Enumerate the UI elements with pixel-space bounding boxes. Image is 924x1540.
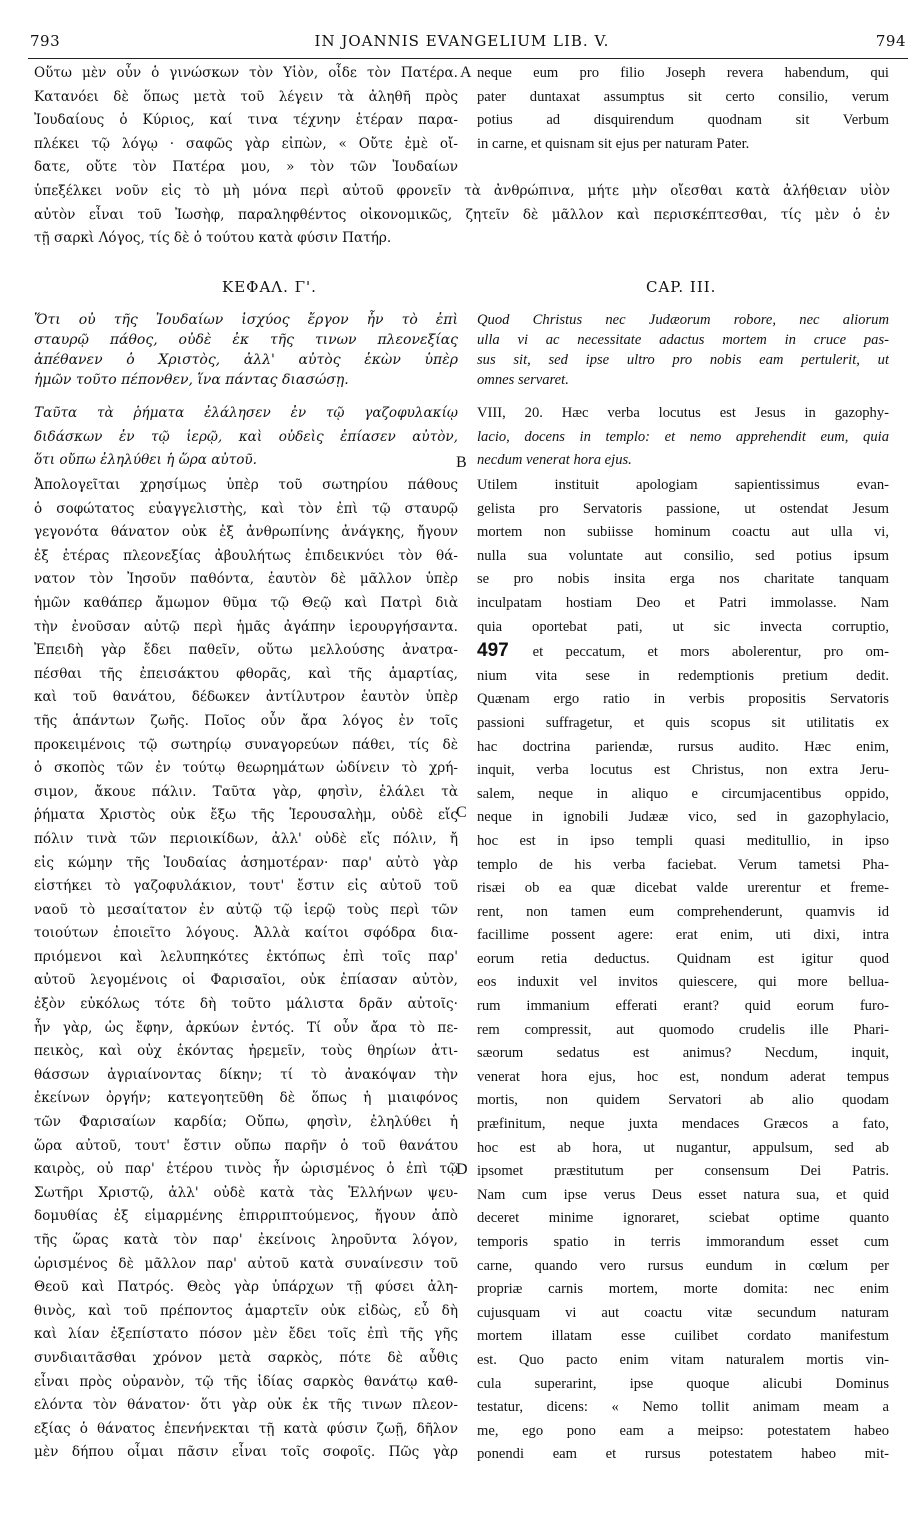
text-line: risæi ob ea quæ dicebat valde urerentur et freme- (477, 880, 889, 897)
latin-verse (477, 402, 889, 473)
text-line: δομυθίας ἐξ εἱμαρμένης ἐπιρριπτούμενος, ἤγουν ἀπὸ (34, 1208, 458, 1225)
top-latin-column (477, 62, 889, 156)
margin-letter-b: B (456, 454, 467, 471)
text-line: facillime possent agere: erat enim, uti dixi, intra (477, 927, 889, 944)
text-line: εἶναι πρὸς οὐρανὸν, τῷ τῆς ἰδίας σαρκὸς θανάτῳ καθ- (34, 1373, 458, 1390)
text-line: quia oportebat pati, ut sic invecta corruptio, (477, 618, 889, 635)
text-line: eorum retia deductus. Quidnam est igitur quod (477, 950, 889, 967)
greek-verse (34, 402, 458, 473)
text-line: est. Quo pacto enim vitam naturalem mortis vin- (477, 1351, 889, 1368)
text-line: Quænam ergo ratio in verbis propositis Servatoris (477, 691, 889, 708)
text-line: ulla vi ac necessitate adactus mortem in cruce pas- (477, 332, 889, 348)
text-line: αὐτοῦ λεγομένοις οἱ Φαρισαῖοι, οὐκ ἐπίασαν αὐτὸν, (34, 972, 458, 989)
text-line: ὁ σκοπὸς τῶν ἐν τούτῳ θεωρημάτων ὠδίνειν τὸ χρή- (34, 760, 458, 777)
text-line: νατον τὸν Ἰησοῦν παθόντα, ἑαυτὸν δὲ μᾶλλον ὑπὲρ (34, 571, 458, 588)
text-line: præfinitum, neque juxta mendaces Græcos a fato, (477, 1116, 889, 1133)
text-line: ὥρα αὐτοῦ, τουτ' ἔστιν οὔπω παρῆν ὁ τοῦ θανάτου (34, 1137, 458, 1154)
text-line: Κατανόει δὲ ὅπως μετὰ τοῦ λέγειν τὰ ἀληθῆ πρὸς (34, 88, 458, 105)
text-line: ἀπέθανεν ὁ Χριστὸς, ἀλλ' αὐτὸς ἑκὼν ὑπὲρ (34, 352, 458, 368)
text-line: γεγονότα θάνατον οὐκ ἐξ ἀνθρωπίνης ἀνάγκης, ἤγουν (34, 524, 458, 541)
text-line: rum immanium efferati erant? quid eorum furo- (477, 998, 889, 1015)
text-line: Ταῦτα τὰ ῥήματα ἐλάλησεν ἐν τῷ γαζοφυλακίῳ (34, 405, 458, 421)
text-line: Nam cum ipse verus Deus esset natura sua, et quid (477, 1186, 889, 1203)
text-line: διδάσκων ἐν τῷ ἱερῷ, καὶ οὐδεὶς ἐπίασεν αὐτὸν, (34, 428, 458, 445)
text-line: hac doctrina pariendæ, rursus audito. Hæc enim, (477, 738, 889, 755)
latin-chapter-heading: CAP. III. (646, 278, 717, 296)
text-line: τῇ σαρκὶ Λόγος, τίς δὲ ὁ τούτου κατὰ φύσιν Πατήρ. (34, 230, 392, 247)
text-line: ὅτι οὔπω ἐληλύθει ἡ ὥρα αὐτοῦ. (34, 452, 257, 469)
text-line: Σωτῆρι Χριστῷ, ἀλλ' οὐδὲ κατὰ τὰς Ἑλλήνων ψευ- (34, 1184, 458, 1201)
text-line: VIII, 20. Hæc verba locutus est Jesus in gazophy- (477, 405, 889, 421)
text-line: potius ad disquirendum quodnam sit Verbum (477, 112, 889, 129)
text-line: δατε, οὔτε τὸν Πατέρα μου, » τὸν τῶν Ἰουδαίων (34, 159, 458, 176)
text-line: Ὅτι οὐ τῆς Ἰουδαίων ἰσχύος ἔργον ἦν τὸ ἐπὶ (34, 312, 458, 328)
text-line: ponendi eam et rursus potestatem habeo mit- (477, 1446, 889, 1463)
top-greek-column (34, 62, 458, 180)
text-line: ἡμῶν τοῦτο πέπονθεν, ἵνα πάντας διασώσῃ. (34, 372, 349, 388)
text-line: ipsomet præstitutum per consensum Dei Patris. (477, 1163, 889, 1180)
text-line: venerat hora ejus, hoc est, nondum aderat tempus (477, 1068, 889, 1085)
greek-body-column (34, 474, 458, 1465)
text-line: cujusquam vi aut coactu vitæ secundum naturam (477, 1304, 889, 1321)
text-line: temporis spatio in terris immorandum esset cum (477, 1234, 889, 1250)
text-line: se pro nobis insita erga nos charitate tanquam (477, 571, 889, 588)
margin-letter-a: A (460, 64, 472, 81)
text-line: προκειμένοις τῷ σωτηρίῳ συναγορεύων πάθει, τίς δὲ (34, 736, 458, 753)
text-line: ῥήματα Χριστὸς οὐκ ἔξω τῆς Ἱερουσαλὴμ, οὐδὲ εἴς (34, 807, 458, 824)
text-line: Ἀπολογεῖται χρησίμως ὑπὲρ τοῦ σωτηρίου πάθους (34, 477, 458, 493)
text-line: καιρὸς, οὐ παρ' ἑτέρου τινὸς ἦν ὡρισμένος ὁ ἐπὶ τῷ (34, 1161, 458, 1178)
latin-body-column (477, 474, 889, 1467)
text-line: testatur, dicens: « Nemo tollit animam meam a (477, 1399, 889, 1416)
text-line: propriæ carnis mortem, morte domita: nec enim (477, 1281, 889, 1298)
text-line: εξίας ὁ θάνατος ἐπενήνεκται τῇ κατὰ φύσιν ζωῇ, δῆλον (34, 1420, 458, 1437)
text-line: mortem illatam esse cuilibet cordato manifestum (477, 1328, 889, 1345)
text-line: rem compressit, aut quomodo crudelis ille Phari- (477, 1021, 889, 1038)
column-number: 497 (477, 640, 533, 662)
text-line: necdum venerat hora ejus. (477, 452, 632, 469)
text-line: templo de his verba faciebat. Verum tametsi Pha- (477, 856, 889, 873)
text-line: Ἰουδαίους ὁ Κύριος, καί τινα τέχνην ἑτέραν παρα- (34, 112, 458, 129)
text-line: passioni suffragetur, et quis scopus sit utilitatis ex (477, 714, 889, 731)
text-line: sus sit, sed ipse ultro pro nobis eam pertulerit, ut (477, 352, 889, 368)
text-line: omnes servaret. (477, 372, 569, 388)
text-line: neque in ignobili Judææ vico, sed in gazophylacio, (477, 809, 889, 826)
text-line: ναοῦ τὸ μεσαίτατον ἐν αὐτῷ τῷ ἱερῷ τοὺς περὶ τῶν (34, 901, 458, 918)
text-line: πέσθαι τῆς ἐπεισάκτου φθορᾶς, καὶ τῆς ἁμαρτίας, (34, 665, 458, 682)
text-line: μὲν δήπου οἶμαι πᾶσιν εἶναι τοῖς σοφοῖς. Πῶς γὰρ (34, 1444, 458, 1461)
text-line: ελόντα τὸν θάνατον· ὅτι γὰρ οὐκ ἐκ τῆς τινων πλεον- (34, 1397, 458, 1414)
text-line: in carne, et quisnam sit ejus per naturam Pater. (477, 135, 750, 152)
text-line: hoc est in ipso templi quasi meditullio, in ipso (477, 832, 889, 849)
greek-chapter-summary (34, 310, 458, 390)
header-rule (28, 58, 908, 59)
text-line: καὶ τοῦ θανάτου, δέδωκεν ἀντίλυτρον ἑαυτὸν ὑπὲρ (34, 689, 458, 706)
text-line: cula superarint, ipse quoque alicubi Dominus (477, 1375, 889, 1392)
text-line: τῶν Φαρισαίων καρδία; Οὔπω, φησὶν, ἐληλύθει ἡ (34, 1114, 458, 1131)
text-line: 497 et peccatum, et mors abolerentur, pro om- (477, 640, 889, 662)
text-line: carne, quando vero rursus eundum in cœlum per (477, 1257, 889, 1274)
text-line: ἐξ ἑτέρας πλεονεξίας ἀβουλήτως ἐπιδεικνύει τὸν θά- (34, 547, 458, 564)
running-title: IN JOANNIS EVANGELIUM LIB. V. (314, 32, 610, 50)
text-line: nulla sua voluntate aut consilio, sed potius ipsum (477, 547, 889, 564)
text-line: πριόμενοι καὶ λελυπηκότες ἐκτόπως ἐπὶ τοῖς παρ' (34, 948, 458, 965)
page-number-left: 793 (30, 32, 61, 50)
text-line: nium vita sese in redemptionis pretium dedit. (477, 667, 889, 684)
text-line: σταυρῷ πάθος, οὐδὲ ἐκ τῆς τινων πλεονεξίας (34, 332, 458, 348)
text-line: pater duntaxat assumptus sit certo consilio, verum (477, 88, 889, 105)
text-line: Ἐπειδὴ γὰρ ἔδει παθεῖν, οὕτω μελλούσης ἀνατρα- (34, 642, 458, 659)
text-line: rent, non tamen eum comprehenderunt, quamvis id (477, 903, 889, 920)
text-line: ἡμῶν καθάπερ ἄμωμον θῦμα τῷ Θεῷ καὶ Πατρὶ διὰ (34, 594, 458, 611)
text-line: ἐξὸν εὐκόλως τότε δὴ τοῦτο μάλιστα δρᾶν αὐτοῖς· (34, 996, 458, 1013)
text-line: ὡρισμένος δὲ μᾶλλον παρ' αὐτοῦ κατὰ συναίνεσιν τοῦ (34, 1255, 458, 1272)
text-line: me, ego pono eam a meipso: potestatem habeo (477, 1422, 889, 1439)
text-line: εἰς κώμην τῆς Ἰουδαίας ἀσημοτέραν· παρ' αὐτὸ γὰρ (34, 854, 458, 871)
margin-letter-c: C (456, 804, 467, 821)
text-line: gelista pro Servatoris passione, ut ostendat Jesum (477, 500, 889, 517)
text-line: καὶ λίαν ἐξεπίστατο πόσον μὲν ἔδει τοῖς ἐπὶ τῆς γῆς (34, 1326, 458, 1343)
text-line: συνδιαιτᾶσθαι χρόνον μετὰ σαρκὸς, πότε δὲ αὖθις (34, 1349, 458, 1366)
text-line: πόλιν τινὰ τῶν περιοικίδων, ἀλλ' οὐδὲ εἴς πόλιν, ἤ (34, 830, 458, 847)
text-line: ἐκείνων ὀργήν; κατεγοητεῦθη δὲ ὅπως ἡ μιαιφόνος (34, 1090, 458, 1107)
text-line: sæorum sedatus est animus? Necdum, inquit, (477, 1045, 889, 1062)
text-line: hoc est ab hora, ut nugantur, appulsum, sed ab (477, 1139, 889, 1156)
text-line: θινὸς, καὶ τοῦ πρέποντος ἁμαρτεῖν οὐκ εἰδὼς, εὖ δὴ (34, 1302, 458, 1319)
text-line: mortem non subiisse hominum coactu aut ulla vi, (477, 524, 889, 541)
latin-chapter-summary (477, 310, 889, 390)
text-line: ἦν γὰρ, ὡς ἔφην, ἀρκύων ἐντός. Τί οὖν ἄρα τὸ πε- (34, 1019, 458, 1036)
text-line: τῆς ὥρας κατὰ τὸν παρ' ἐκείνοις ληροῦντα λόγον, (34, 1232, 458, 1248)
page-number-right: 794 (875, 32, 906, 50)
text-line: inquit, verba locutus est Christus, non extra Jeru- (477, 762, 889, 779)
text-line: Quod Christus nec Judæorum robore, nec aliorum (477, 312, 889, 328)
text-line: Utilem instituit apologiam sapientissimus evan- (477, 477, 889, 493)
text-line: τὴν ἐνοῦσαν αὐτῷ περὶ ἡμᾶς ἀγάπην ἱερουργήσαντα. (34, 618, 458, 635)
text-line: εἱστήκει τὸ γαζοφυλάκιον, τουτ' ἔστιν εἰς αὐτοῦ τοῦ (34, 878, 458, 895)
text-line: salem, neque in aliquo e circumjacentibus oppido, (477, 785, 889, 802)
text-line: eos induxit vel invitos quiescere, qui more bellua- (477, 974, 889, 991)
text-line: τῆς ἁπάντων ζωῆς. Ποῖος οὖν ἄρα λόγος ἐν τοῖς (34, 712, 458, 729)
text-line: deceret minime ignoraret, sciebat optime quanto (477, 1210, 889, 1227)
text-line: lacio, docens in templo: et nemo apprehendit eum, quia (477, 428, 889, 445)
text-line: πεικὸς, καὶ οὐχ ἑκόντας ἠρεμεῖν, τοὺς θηρίων ἀτι- (34, 1043, 458, 1060)
text-line: Οὕτω μὲν οὖν ὁ γινώσκων τὸν Υἱὸν, οἶδε τὸν Πατέρα. (34, 65, 458, 81)
text-line: ὁ σοφώτατος εὐαγγελιστὴς, καὶ τὸν ἐπὶ τῷ σταυρῷ (34, 500, 458, 517)
greek-chapter-heading: ΚΕΦΑΛ. Γ'. (222, 278, 317, 296)
text-line: πλέκει τῷ λόγῳ · σαφῶς γὰρ εἰπὼν, « Οὔτε ἐμὲ οἴ- (34, 135, 458, 152)
text-line: τοιούτων ἐποιεῖτο λόγους. Ἀλλὰ καίτοι σφόδρα δια- (34, 925, 458, 942)
text-line: inculpatam hostiam Deo et Patri immolasse. Nam (477, 594, 889, 611)
text-line: θάσσων ἀγριαίνοντας δίκην; τί τὸ ἀνακόψαν τὴν (34, 1066, 458, 1083)
text-line: mortis, non quidem Servatori ab alio quodam (477, 1092, 889, 1109)
text-line: Θεοῦ καὶ Πατρός. Θεὸς γὰρ ὑπάρχων τῇ φύσει ἀλη- (34, 1279, 458, 1296)
text-line: neque eum pro filio Joseph revera habendum, qui (477, 65, 889, 81)
text-line: αὐτὸν εἶναι τοῦ Ἰωσὴφ, παραληφθέντος οἰκονομικῶς, ζητεῖν δὲ μᾶλλον καὶ περισκέπτεσθαι, τίς μὲν ὁ ἐν (34, 206, 890, 223)
text-line: σιμον, ἄκουε πάλιν. Ταῦτα γὰρ, φησὶν, ἐλάλει τὰ (34, 783, 458, 800)
margin-letter-d: D (456, 1161, 468, 1178)
text-line: ὑπεξέλκει νοῦν εἰς τὸ μὴ μόνα περὶ αὐτοῦ φρονεῖν τὰ ἀνθρώπινα, μήτε μὴν οἴεσθαι κατὰ ἀλήθειαν υἱὸν (34, 183, 890, 199)
top-greek-fullwidth (34, 180, 890, 251)
